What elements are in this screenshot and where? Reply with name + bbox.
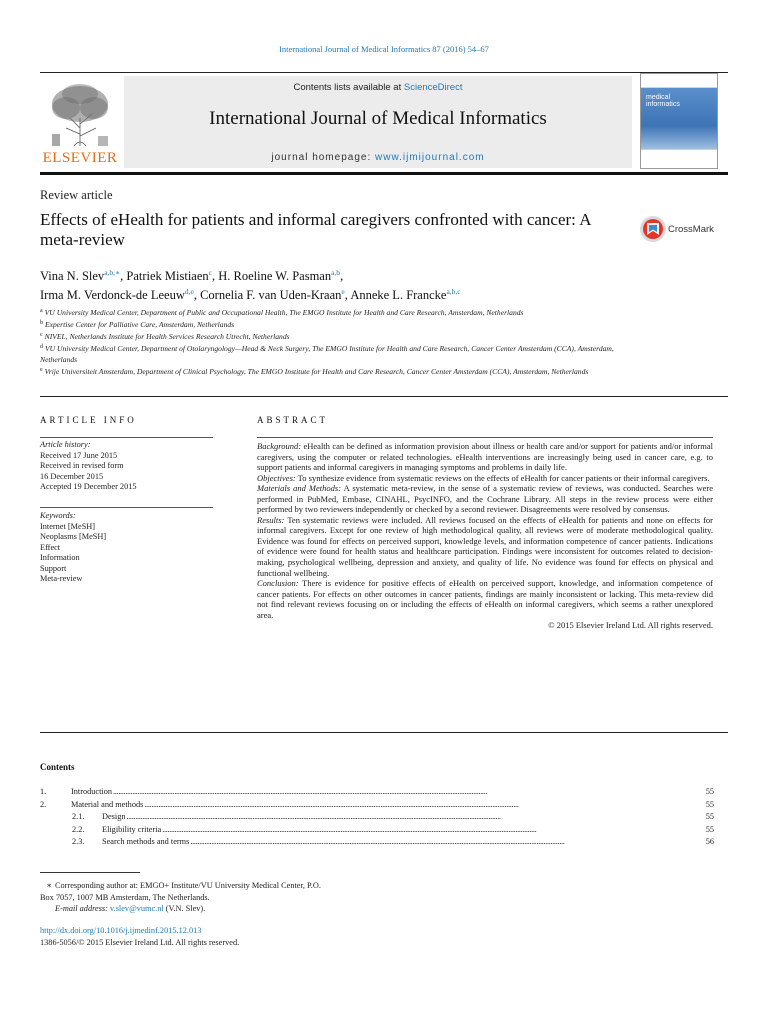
history-label: Article history: [40, 440, 91, 449]
toc-number: 2.3. [72, 837, 85, 846]
author-affiliation-mark[interactable]: d,e [184, 287, 194, 296]
author-affiliation-mark[interactable]: e [341, 287, 345, 296]
affiliation-key: e [40, 367, 43, 373]
article-info-top-rule [40, 396, 728, 397]
affiliation-item [40, 330, 640, 342]
toc-entry[interactable] [40, 824, 714, 837]
affiliation-text: Expertise Center for Palliative Care, Amsterdam, Netherlands [45, 320, 235, 329]
footnote-line: Box 7057, 1007 MB Amsterdam, The Netherlands. [40, 892, 210, 902]
author-separator: , [212, 269, 219, 283]
toc-entry[interactable] [40, 811, 714, 824]
toc-page[interactable]: 56 [705, 837, 714, 846]
toc-leader [127, 811, 705, 824]
toc-leader [113, 786, 705, 799]
abstract-body [257, 441, 713, 631]
article-title: Effects of eHealth for patients and informal caregivers confronted with cancer: A meta-review [40, 210, 591, 249]
toc-number: 1. [40, 787, 47, 796]
abstract-methods [257, 483, 713, 515]
author-separator: , [340, 269, 344, 283]
keyword-item: Support [40, 563, 67, 573]
history-item: 16 December 2015 [40, 471, 104, 481]
contents-available-line [124, 82, 632, 93]
abstract-copyright: © 2015 Elsevier Ireland Ltd. All rights reserved. [548, 620, 713, 631]
keyword-item: Neoplasms [MeSH] [40, 532, 107, 541]
article-info-heading: ARTICLE INFO [40, 415, 137, 425]
toc-number: 2. [40, 799, 47, 809]
journal-citation[interactable]: International Journal of Medical Informatics 87 (2016) 54–67 [279, 44, 489, 54]
email-suffix: (V.N. Slev). [163, 904, 206, 913]
history-item: Received in revised form [40, 461, 124, 470]
abstract-rule [257, 437, 713, 438]
abstract-section-label: Objectives: [257, 472, 296, 483]
masthead-top-rule [40, 72, 728, 73]
toc-leader [190, 836, 704, 849]
keywords-label: Keywords: [40, 511, 76, 520]
affiliation-key: a [40, 308, 43, 314]
toc-label[interactable]: Design [102, 812, 126, 821]
affiliation-item [40, 365, 640, 377]
footnote-mark: ∗ [46, 881, 52, 890]
author-name[interactable]: Irma M. Verdonck-de Leeuw [40, 288, 185, 302]
keyword-item: Effect [40, 542, 61, 552]
abstract-objectives [257, 473, 713, 484]
toc-number: 2.1. [72, 812, 85, 821]
crossmark-label[interactable]: CrossMark [668, 224, 714, 235]
affiliation-item [40, 318, 640, 330]
keyword-item: Meta-review [40, 574, 83, 583]
footnote-rule [40, 872, 140, 873]
abstract-background [257, 441, 713, 473]
author-name[interactable]: Anneke L. Francke [350, 288, 447, 302]
affiliation-text: VU University Medical Center, Department of Public and Occupational Health, The EMGO Institute for Health and Care Research, Amsterdam, Netherlands [44, 308, 524, 317]
sciencedirect-link[interactable]: ScienceDirect [403, 82, 463, 93]
abstract-section-label: Materials and Methods: [257, 483, 342, 494]
author-name[interactable]: Patriek Mistiaen [126, 269, 209, 283]
toc-label[interactable]: Eligibility criteria [102, 824, 162, 834]
affiliation-key: d [40, 344, 43, 350]
author-list [40, 265, 640, 303]
email-label: E-mail address: [55, 904, 108, 913]
issn-copyright: 1386-5056/© 2015 Elsevier Ireland Ltd. All rights reserved. [40, 938, 240, 947]
email-link[interactable]: v.slev@vumc.nl [110, 904, 164, 913]
abstract-section-text: eHealth can be defined as information provision about illness or health care and/or support for patients and/or informal caregivers, using the computer or related technologies. eHealth interventions are increasingly being used in cancer care, e.g. to support patients and informal caregivers in managing symptoms and problems in daily life. [257, 441, 713, 473]
article-type: Review article [40, 188, 113, 202]
author-separator: , [120, 269, 127, 283]
article-history [40, 440, 213, 493]
affiliation-item [40, 306, 640, 318]
toc-leader [144, 799, 704, 812]
abstract-section-label: Results: [257, 514, 285, 525]
abstract-heading: ABSTRACT [257, 415, 329, 425]
keyword-list [40, 511, 213, 585]
abstract-conclusion [257, 578, 713, 620]
keywords-rule [40, 507, 213, 508]
affiliation-item [40, 342, 640, 365]
abstract-section-text: A systematic meta-review, in the sense of a systematic review of reviews, was conducted. Searches were performed in PubMed, Embase, CINAHL, PsycINFO, and the Cochrane Library. All steps in the review process were either performed by two reviewers independently or checked by a second reviewer. Disagreements were resolved by consensus. [257, 483, 713, 515]
contents-prefix: Contents lists available at [293, 82, 404, 93]
affiliation-list [40, 306, 640, 377]
affiliation-text: Vrije Universiteit Amsterdam, Department of Clinical Psychology, The EMGO Institute for Health and Care Research, Cancer Center Amsterdam (CCA), Amsterdam, Netherlands [44, 367, 589, 376]
toc-page[interactable]: 55 [705, 812, 714, 821]
homepage-prefix: journal homepage: [271, 152, 376, 163]
affiliation-text: VU University Medical Center, Department of Otolaryngology—Head & Neck Surgery, The EMGO Institute for Health and Care Research, Cancer Center Amsterdam (CCA), Amsterdam, Netherlands [40, 344, 614, 364]
journal-cover-thumbnail[interactable] [640, 73, 718, 169]
masthead-bottom-rule [40, 172, 728, 175]
keyword-item: Internet [MeSH] [40, 521, 96, 531]
abstract-section-label: Conclusion: [257, 578, 299, 589]
author-separator: , [344, 288, 351, 302]
corresponding-author-footnote [40, 880, 440, 915]
abstract-results [257, 515, 713, 578]
toc-number: 2.2. [72, 824, 85, 834]
homepage-link[interactable]: www.ijmijournal.com [375, 152, 485, 163]
author-separator: , [193, 288, 201, 302]
contents-top-rule [40, 732, 728, 733]
affiliation-text: NIVEL, Netherlands Institute for Health Services Research Utrecht, Netherlands [44, 332, 290, 341]
journal-homepage-line [124, 152, 632, 163]
toc-entry[interactable] [40, 799, 714, 812]
table-of-contents [40, 786, 714, 849]
doi-link[interactable]: http://dx.doi.org/10.1016/j.ijmedinf.2015.12.013 [40, 926, 202, 935]
footnote-line: Corresponding author at: EMGO+ Institute/VU University Medical Center, P.O. [55, 881, 321, 890]
author-name[interactable]: H. Roeline W. Pasman [218, 269, 332, 283]
affiliation-key: c [40, 332, 43, 338]
publisher-logo-text: ELSEVIER [42, 150, 118, 166]
journal-title: International Journal of Medical Informatics [209, 108, 547, 129]
affiliation-key: b [40, 320, 43, 326]
contents-title: Contents [40, 762, 75, 772]
history-item: Accepted 19 December 2015 [40, 482, 137, 491]
toc-label[interactable]: Search methods and terms [102, 837, 190, 846]
toc-leader [162, 824, 704, 837]
cover-line2: informatics [646, 101, 680, 108]
keyword-item: Information [40, 553, 80, 562]
author-affiliation-mark[interactable]: c [208, 268, 212, 277]
author-name[interactable]: Cornelia F. van Uden-Kraan [200, 288, 342, 302]
abstract-section-text: There is evidence for positive effects of eHealth on perceived support, knowledge, and information competence of cancer patients. For effects on other outcomes in cancer patients, findings are mainly inconsistent or lacking. This meta-review did not find relevant reviews focusing on or including the effects of eHealth on informal caregivers, which seems a rather unexplored area. [257, 578, 713, 620]
toc-page[interactable]: 55 [705, 787, 714, 796]
abstract-section-text: Ten systematic reviews were included. All reviews focused on the effects of eHealth for patients and none on effects for informal caregivers. Except for one review of high methodological quality, all reviews were of moderate methodological quality. Evidence was found for effects on perceived support, knowledge levels, and information competence of cancer patients. Indications of evidence were found for health status and healthcare participation. Findings were inconsistent for outcomes related to decision-making, psychological wellbeing, depression and anxiety, and quality of life. No evidence was found for effects on physical and functional wellbeing. [257, 514, 713, 578]
history-item: Received 17 June 2015 [40, 450, 118, 460]
toc-label[interactable]: Introduction [71, 787, 113, 796]
journal-cover-title [646, 94, 712, 108]
toc-label[interactable]: Material and methods [71, 799, 144, 809]
article-info-rule [40, 437, 213, 438]
abstract-section-label: Background: [257, 441, 302, 451]
abstract-section-text: To synthesize evidence from systematic reviews on the effects of eHealth for cancer patients or their informal caregivers. [295, 472, 710, 483]
author-affiliation-mark[interactable]: a,b [331, 268, 341, 277]
toc-page[interactable]: 55 [705, 824, 714, 834]
author-affiliation-mark[interactable]: a,b,c [446, 287, 461, 296]
toc-entry[interactable] [40, 786, 714, 799]
cover-line1: medical [646, 94, 671, 101]
toc-page[interactable]: 55 [705, 799, 714, 809]
toc-entry[interactable] [40, 836, 714, 849]
author-name[interactable]: Vina N. Slev [40, 269, 105, 283]
author-affiliation-mark[interactable]: a,b,∗ [104, 268, 121, 277]
